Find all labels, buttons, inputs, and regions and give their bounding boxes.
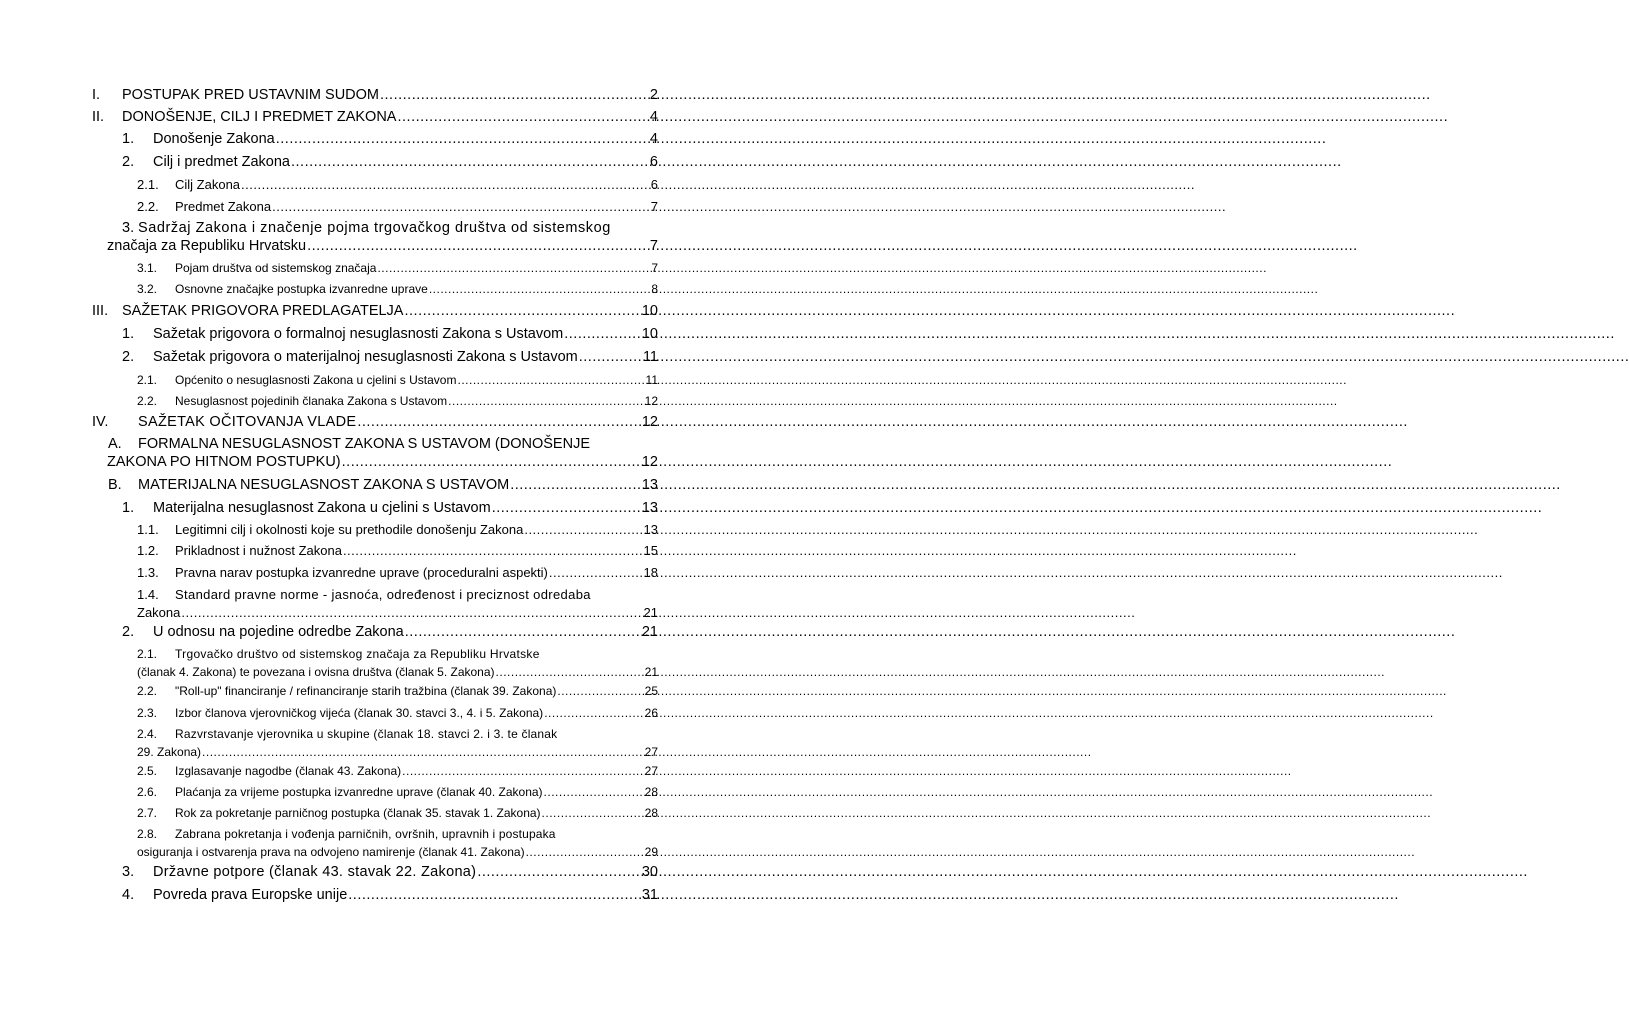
toc-page: 10 bbox=[641, 303, 658, 319]
toc-title: Osnovne značajke postupka izvanredne uprave bbox=[175, 282, 428, 296]
toc-title: DONOŠENJE, CILJ I PREDMET ZAKONA bbox=[122, 109, 397, 125]
toc-leader bbox=[404, 302, 640, 320]
toc-leader bbox=[202, 743, 644, 761]
toc-number: 2.1. bbox=[137, 647, 158, 661]
toc-leader bbox=[276, 130, 649, 148]
toc-page: 25 bbox=[644, 684, 658, 698]
toc-entry[interactable] bbox=[137, 586, 658, 622]
toc-leader bbox=[181, 604, 642, 622]
toc-title: SAŽETAK OČITOVANJA VLADE bbox=[138, 414, 357, 430]
toc-leader bbox=[549, 564, 643, 582]
toc-title: Plaćanja za vrijeme postupka izvanredne uprave (članak 40. Zakona) bbox=[175, 785, 543, 799]
toc-entry[interactable] bbox=[122, 153, 658, 171]
toc-title: SAŽETAK PRIGOVORA PREDLAGATELJA bbox=[122, 303, 404, 319]
toc-entry[interactable] bbox=[122, 348, 658, 366]
toc-number: 1.1. bbox=[137, 522, 159, 537]
toc-number: 3. bbox=[122, 864, 135, 880]
toc-page: 12 bbox=[641, 414, 658, 430]
toc-number: I. bbox=[92, 87, 101, 103]
toc-leader bbox=[448, 392, 643, 410]
toc-entry[interactable] bbox=[122, 325, 658, 343]
toc-number: 1. bbox=[122, 500, 135, 516]
toc-number: 2.1. bbox=[137, 177, 159, 192]
toc-number: 3.2. bbox=[137, 282, 158, 296]
toc-entry[interactable] bbox=[137, 198, 658, 216]
toc-number: 1. bbox=[122, 326, 135, 342]
toc-number: B. bbox=[108, 477, 122, 493]
toc-number: 2.8. bbox=[137, 827, 158, 841]
toc-title: Razvrstavanje vjerovnika u skupine (članak 18. stavci 2. i 3. te članak bbox=[175, 727, 558, 741]
toc-entry[interactable] bbox=[122, 623, 658, 641]
toc-number: 4. bbox=[122, 887, 135, 903]
toc-number: 3.1. bbox=[137, 261, 158, 275]
toc-page: 10 bbox=[641, 326, 658, 342]
toc-title: Cilj i predmet Zakona bbox=[153, 154, 290, 170]
toc-entry[interactable] bbox=[137, 804, 658, 822]
toc-leader bbox=[307, 237, 649, 255]
toc-leader bbox=[377, 259, 650, 277]
toc-number: 2. bbox=[122, 349, 135, 365]
toc-number: IV. bbox=[92, 414, 109, 430]
toc-page: 18 bbox=[643, 565, 658, 580]
toc-entry[interactable] bbox=[92, 86, 658, 104]
toc-title: U odnosu na pojedine odredbe Zakona bbox=[153, 624, 404, 640]
toc-entry[interactable] bbox=[107, 219, 658, 255]
toc-page: 26 bbox=[644, 706, 658, 720]
toc-leader bbox=[429, 280, 650, 298]
toc-title: Sadržaj Zakona i značenje pojma trgovačkog društva od sistemskog bbox=[138, 220, 611, 236]
toc-leader bbox=[492, 499, 641, 517]
toc-page: 28 bbox=[644, 806, 658, 820]
toc-number: 2. bbox=[122, 624, 135, 640]
toc-page: 4 bbox=[649, 109, 658, 125]
toc-entry[interactable] bbox=[137, 542, 658, 560]
toc-title: Izbor članova vjerovničkog vijeća (članak 30. stavci 3., 4. i 5. Zakona) bbox=[175, 706, 544, 720]
toc-number: II. bbox=[92, 109, 105, 125]
toc-title-continued: 29. Zakona) bbox=[137, 745, 202, 759]
toc-entry[interactable] bbox=[137, 825, 658, 861]
toc-entry[interactable] bbox=[107, 435, 658, 471]
toc-number: 2.3. bbox=[137, 706, 158, 720]
toc-page: 12 bbox=[644, 394, 658, 408]
toc-title: Donošenje Zakona bbox=[153, 131, 275, 147]
toc-page: 13 bbox=[641, 477, 658, 493]
toc-title: Prikladnost i nužnost Zakona bbox=[175, 543, 342, 558]
toc-title-continued: osiguranja i ostvarenja prava na odvojeno namirenje (članak 41. Zakona) bbox=[137, 845, 525, 859]
toc-title: Cilj Zakona bbox=[175, 177, 241, 192]
toc-title-continued: Zakona bbox=[137, 605, 181, 620]
toc-entry[interactable] bbox=[122, 499, 658, 517]
toc-title: Pojam društva od sistemskog značaja bbox=[175, 261, 377, 275]
toc-page: 21 bbox=[641, 624, 658, 640]
toc-leader bbox=[557, 682, 643, 700]
toc-page: 8 bbox=[651, 282, 658, 296]
toc-title: Sažetak prigovora o materijalnoj nesuglasnosti Zakona s Ustavom bbox=[153, 349, 578, 365]
toc-entry[interactable] bbox=[137, 704, 658, 722]
toc-page: 21 bbox=[644, 665, 658, 679]
toc-leader bbox=[524, 521, 642, 539]
toc-entry[interactable] bbox=[108, 476, 658, 494]
toc-page: 4 bbox=[649, 131, 658, 147]
toc-leader bbox=[342, 453, 641, 471]
toc-leader bbox=[542, 804, 644, 822]
toc-title: Općenito o nesuglasnosti Zakona u cjelini s Ustavom bbox=[175, 373, 457, 387]
toc-page: 11 bbox=[645, 373, 658, 387]
toc-number: 3. bbox=[122, 220, 135, 236]
toc-entry[interactable] bbox=[92, 108, 658, 126]
toc-title: Materijalna nesuglasnost Zakona u cjelini s Ustavom bbox=[153, 500, 491, 516]
toc-leader bbox=[457, 371, 644, 389]
toc-entry[interactable] bbox=[137, 176, 658, 194]
toc-leader bbox=[405, 623, 641, 641]
toc-page: 7 bbox=[650, 199, 658, 214]
toc-title: Standard pravne norme - jasnoća, određenost i preciznost odredaba bbox=[175, 587, 591, 602]
toc-title: "Roll-up" financiranje / refinanciranje starih tražbina (članak 39. Zakona) bbox=[175, 684, 557, 698]
toc-leader bbox=[380, 86, 649, 104]
toc-leader bbox=[241, 176, 650, 194]
toc-page: 12 bbox=[641, 454, 658, 470]
toc-title: Državne potpore (članak 43. stavak 22. Zakona) bbox=[153, 864, 477, 880]
toc-page: 2 bbox=[649, 87, 658, 103]
toc-number: 2.6. bbox=[137, 785, 158, 799]
toc-entry[interactable] bbox=[92, 413, 658, 431]
toc-leader bbox=[402, 762, 643, 780]
toc-entry[interactable] bbox=[137, 725, 658, 761]
toc-entry[interactable] bbox=[92, 302, 658, 320]
toc-title: Predmet Zakona bbox=[175, 199, 272, 214]
toc-leader bbox=[477, 863, 641, 881]
toc-number: 1.4. bbox=[137, 587, 159, 602]
toc-number: 1.3. bbox=[137, 565, 159, 580]
toc-title: POSTUPAK PRED USTAVNIM SUDOM bbox=[122, 87, 379, 103]
toc-page: 11 bbox=[642, 349, 658, 365]
toc-page: 27 bbox=[644, 745, 658, 759]
toc-page: 27 bbox=[644, 764, 658, 778]
toc-entry[interactable] bbox=[137, 762, 658, 780]
toc-leader bbox=[544, 783, 644, 801]
toc-leader bbox=[291, 153, 649, 171]
toc-title: Pravna narav postupka izvanredne uprave (proceduralni aspekti) bbox=[175, 565, 548, 580]
toc-title: MATERIJALNA NESUGLASNOST ZAKONA S USTAVOM bbox=[138, 477, 510, 493]
toc-title: Povreda prava Europske unije bbox=[153, 887, 348, 903]
toc-entry[interactable] bbox=[137, 280, 658, 298]
toc-leader bbox=[526, 843, 644, 861]
toc-leader bbox=[357, 413, 641, 431]
toc-leader bbox=[544, 704, 643, 722]
toc-number: 2.2. bbox=[137, 199, 159, 214]
toc-page: 13 bbox=[641, 500, 658, 516]
toc-number: 2.4. bbox=[137, 727, 158, 741]
toc-number: 2.2. bbox=[137, 684, 158, 698]
toc-entry[interactable] bbox=[137, 783, 658, 801]
toc-page: 7 bbox=[649, 238, 658, 254]
toc-leader bbox=[496, 663, 644, 681]
toc-number: 2. bbox=[122, 154, 135, 170]
toc-page: 13 bbox=[643, 522, 658, 537]
toc-number: A. bbox=[108, 436, 122, 452]
toc-title: Nesuglasnost pojedinih članaka Zakona s Ustavom bbox=[175, 394, 448, 408]
toc-title-continued: značaja za Republiku Hrvatsku bbox=[107, 238, 307, 254]
toc-entry[interactable] bbox=[137, 564, 658, 582]
toc-entry[interactable] bbox=[122, 130, 658, 148]
toc-title: FORMALNA NESUGLASNOST ZAKONA S USTAVOM (DONOŠENJE bbox=[138, 436, 590, 452]
toc-number: 2.2. bbox=[137, 394, 158, 408]
toc-entry[interactable] bbox=[137, 682, 658, 700]
toc-number: III. bbox=[92, 303, 109, 319]
toc-title: Sažetak prigovora o formalnoj nesuglasnosti Zakona s Ustavom bbox=[153, 326, 564, 342]
toc-leader bbox=[343, 542, 643, 560]
toc-page: 6 bbox=[649, 154, 658, 170]
toc-number: 1. bbox=[122, 131, 135, 147]
toc-title: Legitimni cilj i okolnosti koje su prethodile donošenju Zakona bbox=[175, 522, 524, 537]
toc-title: Zabrana pokretanja i vođenja parničnih, ovršnih, upravnih i postupaka bbox=[175, 827, 556, 841]
toc-title: Rok za pokretanje parničnog postupka (članak 35. stavak 1. Zakona) bbox=[175, 806, 541, 820]
toc-leader bbox=[397, 108, 648, 126]
toc-page: 30 bbox=[641, 864, 658, 880]
toc-leader bbox=[272, 198, 650, 216]
toc-title: Trgovačko društvo od sistemskog značaja za Republiku Hrvatske bbox=[175, 647, 540, 661]
toc-leader bbox=[348, 886, 641, 904]
toc-number: 2.1. bbox=[137, 373, 158, 387]
toc-entry[interactable] bbox=[137, 521, 658, 539]
toc-page: 28 bbox=[644, 785, 658, 799]
toc-entry[interactable] bbox=[122, 863, 658, 881]
toc-page: 7 bbox=[651, 261, 658, 275]
toc-page: 31 bbox=[641, 887, 658, 903]
toc-entry[interactable] bbox=[122, 886, 658, 904]
toc-number: 2.7. bbox=[137, 806, 158, 820]
toc-number: 1.2. bbox=[137, 543, 159, 558]
toc-page: 6 bbox=[650, 177, 658, 192]
toc-title-continued: (članak 4. Zakona) te povezana i ovisna društva (članak 5. Zakona) bbox=[137, 665, 495, 679]
toc-title-continued: ZAKONA PO HITNOM POSTUPKU) bbox=[107, 454, 341, 470]
toc-page: 15 bbox=[643, 543, 658, 558]
toc-leader bbox=[579, 348, 642, 366]
toc-page: 21 bbox=[643, 605, 658, 620]
toc-title: Izglasavanje nagodbe (članak 43. Zakona) bbox=[175, 764, 402, 778]
toc-leader bbox=[510, 476, 641, 494]
toc-leader bbox=[564, 325, 641, 343]
toc-page: 29 bbox=[644, 845, 658, 859]
toc-entry[interactable] bbox=[137, 371, 658, 389]
toc-number: 2.5. bbox=[137, 764, 158, 778]
toc-entry[interactable] bbox=[137, 259, 658, 277]
toc-entry[interactable] bbox=[137, 392, 658, 410]
table-of-contents bbox=[0, 0, 768, 1024]
toc-entry[interactable] bbox=[137, 645, 658, 681]
